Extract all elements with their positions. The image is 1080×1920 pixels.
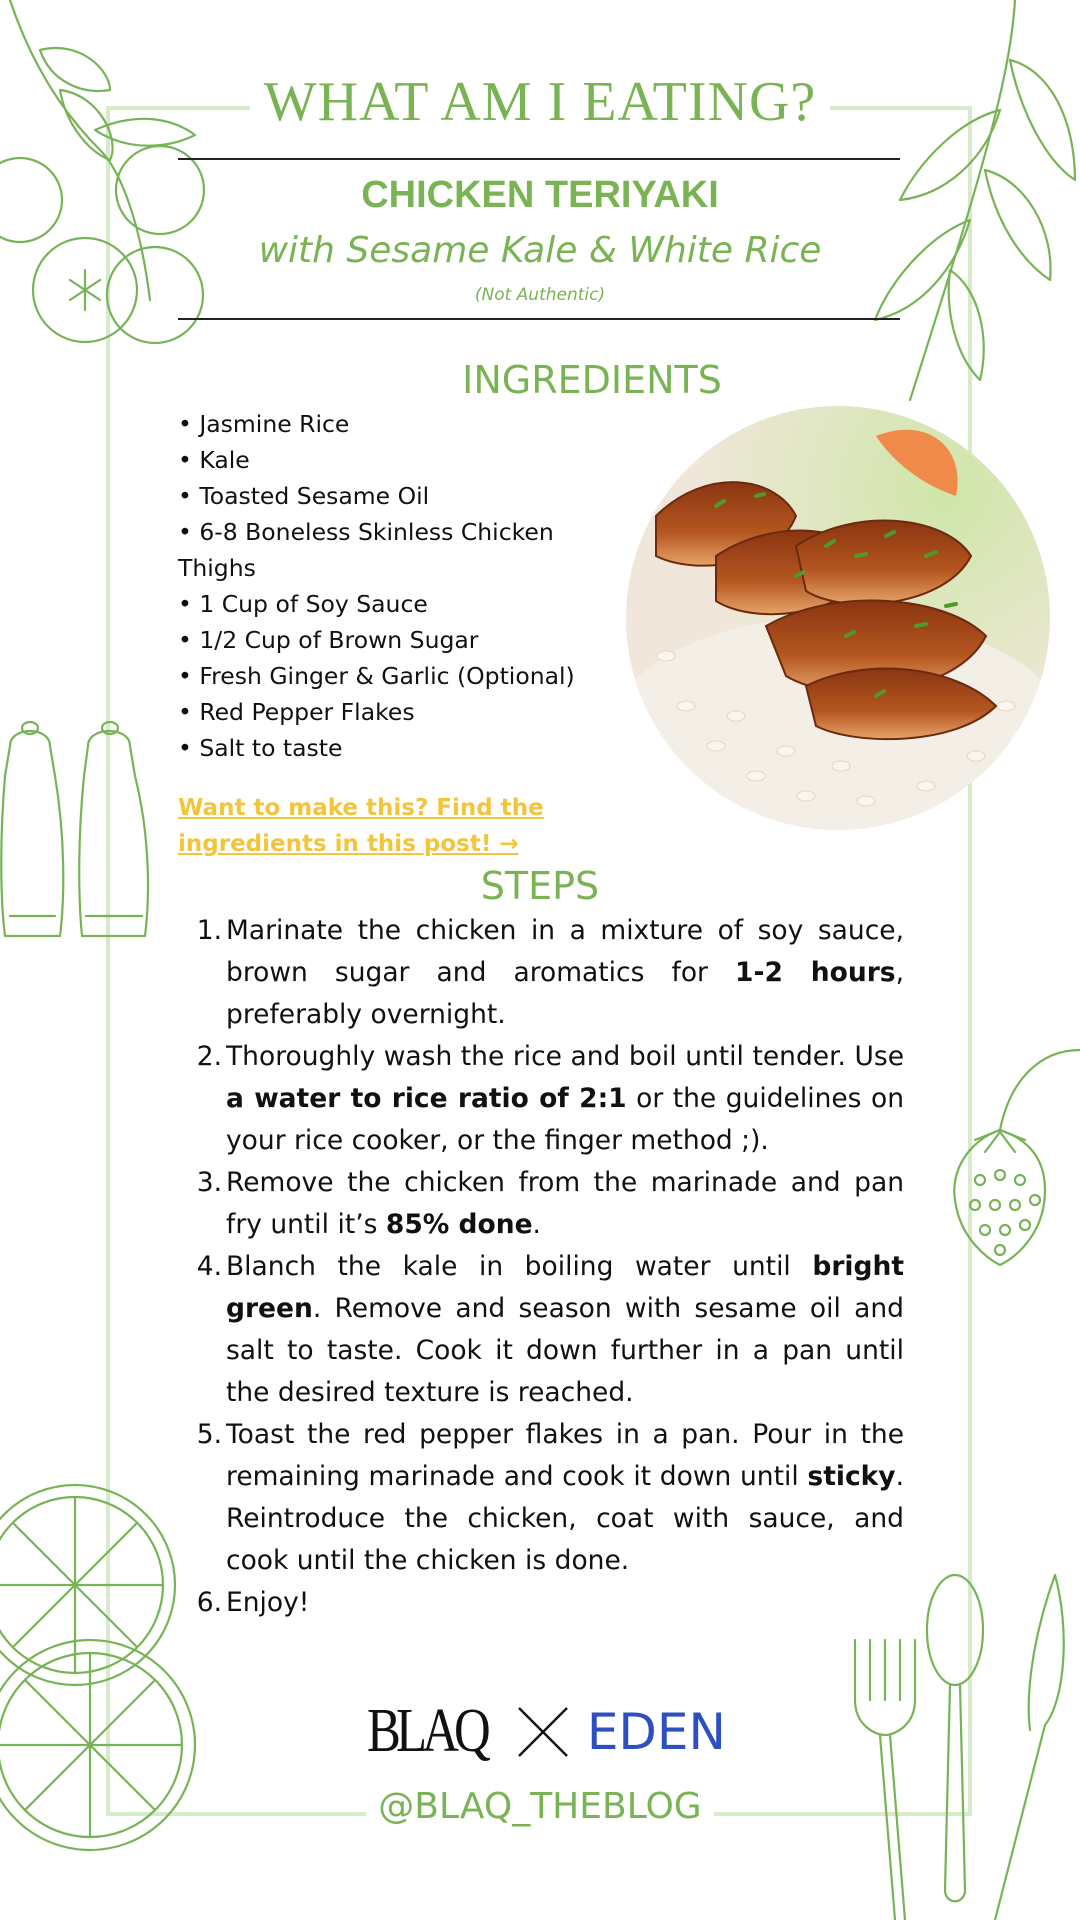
ingredient-item: • 6-8 Boneless Skinless Chicken Thighs <box>178 518 554 582</box>
brand-logos <box>0 1696 1080 1767</box>
social-handle <box>0 1786 1080 1827</box>
step-number: 2. <box>196 1041 222 1072</box>
step-item <box>178 1036 904 1162</box>
step-text <box>226 910 904 1036</box>
step-text-run: . <box>532 1209 541 1240</box>
step-text-run: . Remove and season with sesame oil and salt to taste. Cook it down further in a pan until the desired texture is reached. <box>226 1293 904 1408</box>
step-text-bold: a water to rice ratio of 2:1 <box>226 1083 627 1114</box>
ingredient-item: • 1/2 Cup of Brown Sugar <box>178 626 479 654</box>
step-text-run: Marinate the chicken in a mixture of soy sauce, brown sugar and aromatics for <box>226 915 904 988</box>
step-text-bold: 1-2 hours <box>735 957 896 988</box>
page-title <box>0 70 1080 134</box>
page-title-text: WHAT AM I EATING? <box>250 71 831 133</box>
step-item <box>178 910 904 1036</box>
ingredient-item: • Salt to taste <box>178 734 343 762</box>
step-number: 5. <box>196 1419 222 1450</box>
recipe-name: CHICKEN TERIYAKI <box>361 174 719 216</box>
ingredients-heading: INGREDIENTS <box>462 358 722 402</box>
step-text <box>226 1414 904 1582</box>
step-number: 4. <box>196 1251 222 1282</box>
step-number: 6. <box>196 1587 222 1618</box>
step-text-run: Toast the red pepper flakes in a pan. Pour in the remaining marinade and cook it down until <box>226 1419 904 1492</box>
ingredient-item: • Jasmine Rice <box>178 410 350 438</box>
step-number: 1. <box>196 915 222 946</box>
step-item <box>178 1414 904 1582</box>
ingredient-item: • Toasted Sesame Oil <box>178 482 430 510</box>
chicken-teriyaki-photo <box>626 406 1050 830</box>
ingredient-item: • Red Pepper Flakes <box>178 698 415 726</box>
recipe-subtitle: with Sesame Kale & White Rice <box>258 230 822 271</box>
blaq-logo: BLAQ <box>367 1697 486 1765</box>
step-number: 3. <box>196 1167 222 1198</box>
step-text-run: Blanch the kale in boiling water until <box>226 1251 813 1282</box>
steps-heading: STEPS <box>480 864 600 908</box>
collab-x-icon <box>517 1706 569 1758</box>
step-text-run: . Reintroduce the chicken, coat with sauce, and cook until the chicken is done. <box>226 1461 904 1576</box>
steps-list <box>178 910 904 1624</box>
ingredient-item: • 1 Cup of Soy Sauce <box>178 590 428 618</box>
step-item <box>178 1162 904 1246</box>
step-text <box>226 1162 904 1246</box>
ingredient-item: • Fresh Ginger & Garlic (Optional) <box>178 662 575 690</box>
recipe-note: (Not Authentic) <box>474 285 606 305</box>
step-item <box>178 1582 904 1624</box>
ingredients-list <box>178 406 618 766</box>
title-divider-bottom <box>178 318 900 320</box>
step-text-bold: 85% done <box>385 1209 533 1240</box>
ingredients-post-link[interactable]: Want to make this? Find the ingredients in this post! → <box>178 795 544 857</box>
step-text <box>226 1582 904 1624</box>
ingredient-item: • Kale <box>178 446 250 474</box>
step-text-run: Thoroughly wash the rice and boil until tender. Use <box>226 1041 904 1072</box>
eden-logo: EDEN <box>586 1702 726 1761</box>
step-text <box>226 1036 904 1162</box>
step-item <box>178 1246 904 1414</box>
step-text-run: Remove the chicken from the marinade and pan fry until it’s <box>226 1167 904 1240</box>
step-text-run: or the guidelines on your rice cooker, or the finger method ;). <box>226 1083 904 1156</box>
step-text-bold: sticky <box>807 1461 896 1492</box>
strawberry-icon <box>940 1040 1080 1270</box>
title-divider-top <box>178 158 900 160</box>
step-text-bold: bright green <box>226 1251 904 1324</box>
social-handle-text: @BLAQ_THEBLOG <box>366 1786 713 1827</box>
step-text-run: Enjoy! <box>226 1587 310 1618</box>
step-text <box>226 1246 904 1414</box>
salt-pepper-shakers-icon <box>0 716 170 946</box>
step-text-run: , preferably overnight. <box>226 957 904 1030</box>
